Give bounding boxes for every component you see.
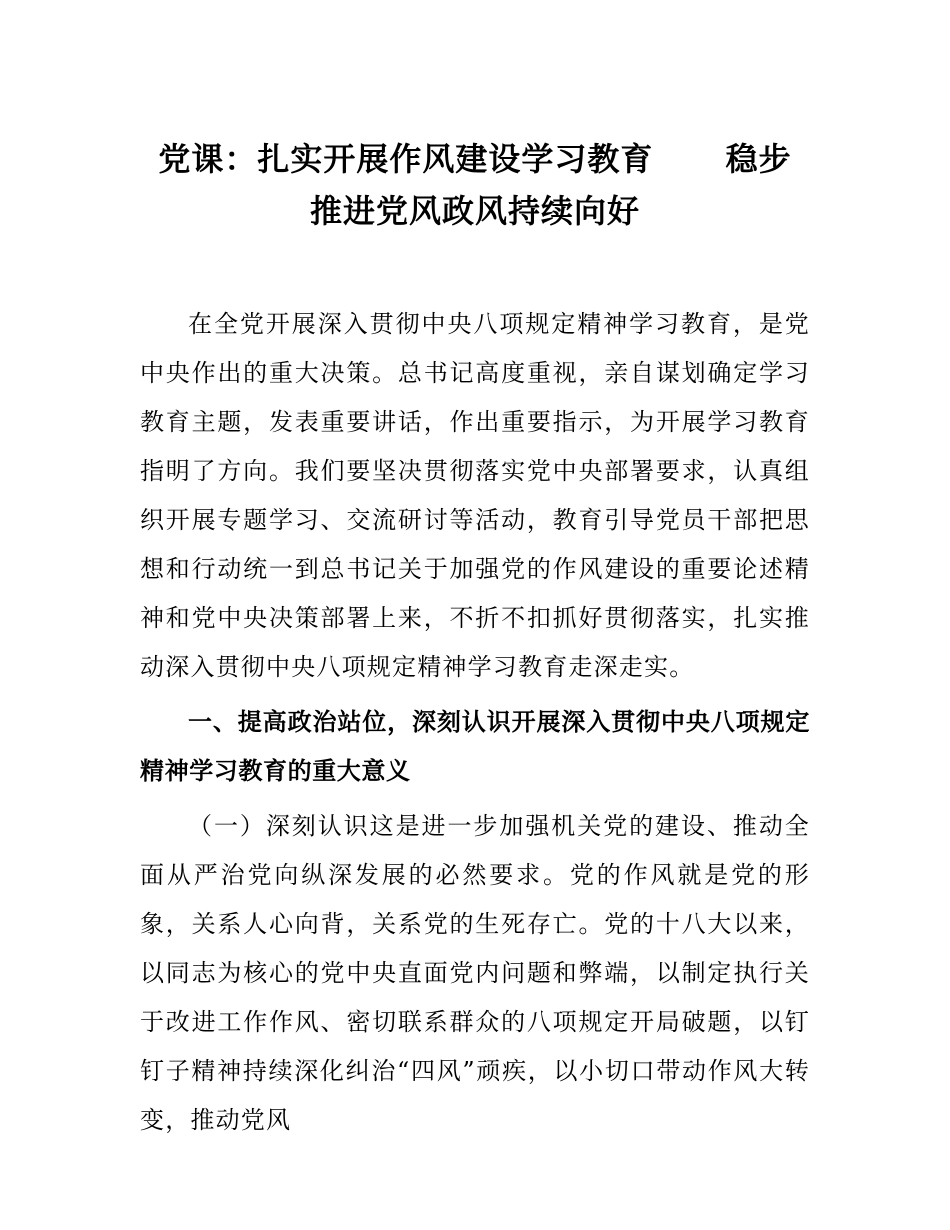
- document-title-line-1: 党课：扎实开展作风建设学习教育 稳步: [158, 140, 792, 179]
- document-title-line-2: 推进党风政风持续向好: [309, 192, 640, 231]
- section-1-heading: 一、提高政治站位，深刻认识开展深入贯彻中央八项规定精神学习教育的重大意义: [140, 708, 810, 785]
- document-title: [140, 133, 810, 237]
- section-1-paragraph-1: （一）深刻认识这是进一步加强机关党的建设、推动全面从严治党向纵深发展的必然要求。党的作风就是党的形象，关系人心向背，关系党的生死存亡。党的十八大以来，以同志为核心的党中央直面党内问题和弊端，以制定执行关于改进工作作风、密切联系群众的八项规定开局破题，以钉钉子精神持续深化纠治“四风”顽疾，以小切口带动作风大转变，推动党风: [140, 812, 810, 1134]
- intro-paragraph: 在全党开展深入贯彻中央八项规定精神学习教育，是党中央作出的重大决策。总书记高度重视，亲自谋划确定学习教育主题，发表重要讲话，作出重要指示，为开展学习教育指明了方向。我们要坚决贯彻落实党中央部署要求，认真组织开展专题学习、交流研讨等活动，教育引导党员干部把思想和行动统一到总书记关于加强党的作风建设的重要论述精神和党中央决策部署上来，不折不扣抓好贯彻落实，扎实推动深入贯彻中央八项规定精神学习教育走深走实。: [140, 310, 810, 681]
- document-body: [140, 300, 810, 1145]
